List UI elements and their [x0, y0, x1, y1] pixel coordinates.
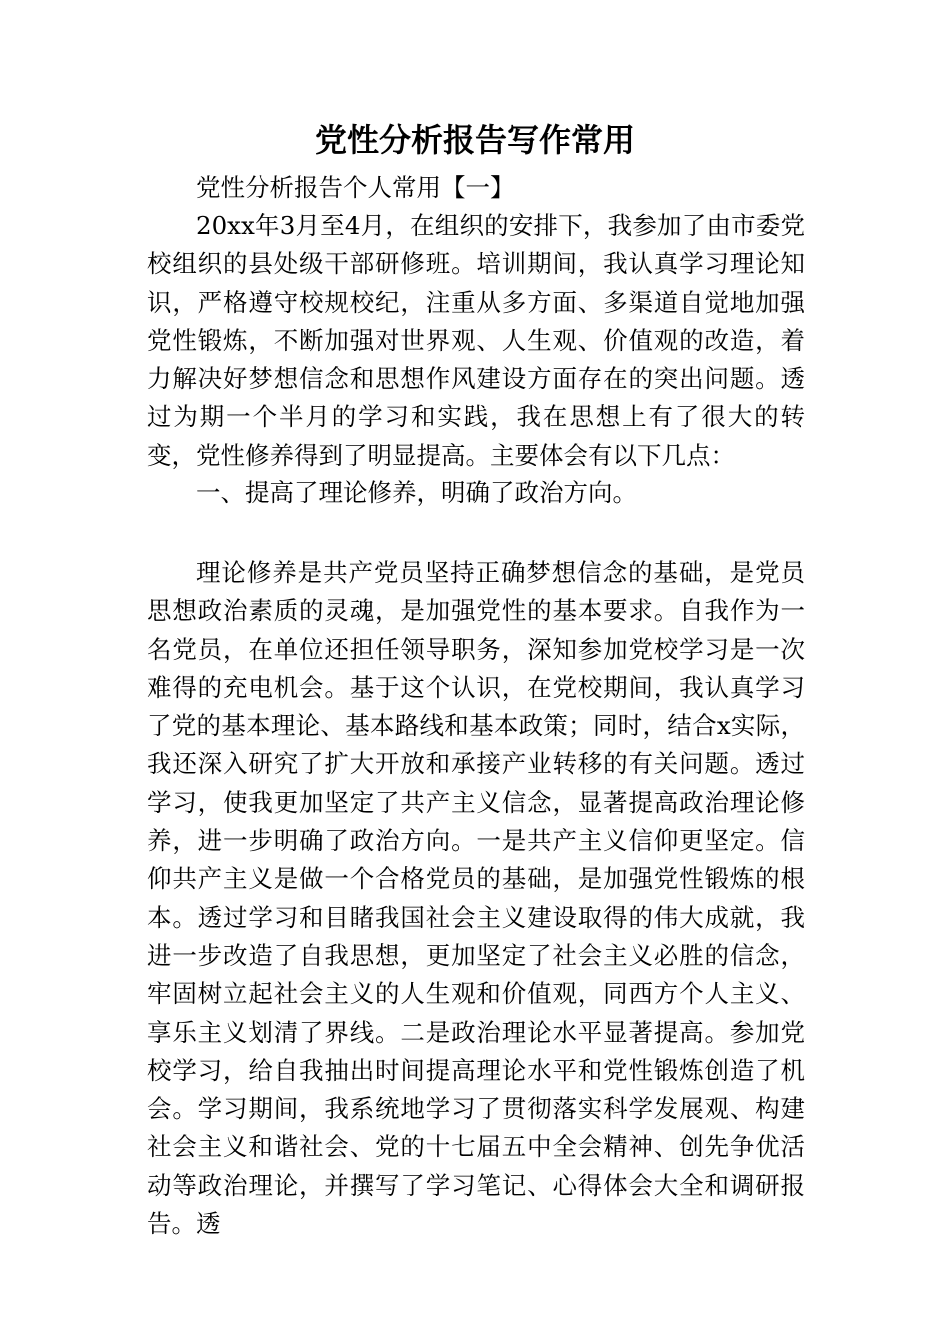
- section-heading-one: 一、提高了理论修养，明确了政治方向。: [196, 478, 637, 507]
- document-subtitle: 党性分析报告个人常用【一】: [196, 173, 515, 202]
- document-title: 党性分析报告写作常用: [314, 121, 635, 159]
- paragraph-theory: 理论修养是共产党员坚持正确梦想信念的基础，是党员思想政治素质的灵魂，是加强党性的基本要求。自我作为一名党员，在单位还担任领导职务，深知参加党校学习是一次难得的充电机会。基于这个认识，在党校期间，我认真学习了党的基本理论、基本路线和基本政策；同时，结合x实际，我还深入研究了扩大开放和承接产业转移的有关问题。透过学习，使我更加坚定了共产主义信念，显著提高政治理论修养，进一步明确了政治方向。一是共产主义信仰更坚定。信仰共产主义是做一个合格党员的基础，是加强党性锻炼的根本。透过学习和目睹我国社会主义建设取得的伟大成就，我进一步改造了自我思想，更加坚定了社会主义必胜的信念，牢固树立起社会主义的人生观和价值观，同西方个人主义、享乐主义划清了界线。二是政治理论水平显著提高。参加党校学习，给自我抽出时间提高理论水平和党性锻炼创造了机会。学习期间，我系统地学习了贯彻落实科学发展观、构建社会主义和谐社会、党的十七届五中全会精神、创先争优活动等政治理论，并撰写了学习笔记、心得体会大全和调研报告。透: [147, 558, 805, 1239]
- paragraph-intro: 20xx年3月至4月，在组织的安排下，我参加了由市委党校组织的县处级干部研修班。培训期间，我认真学习理论知识，严格遵守校规校纪，注重从多方面、多渠道自觉地加强党性锻炼，不断加强对世界观、人生观、价值观的改造，着力解决好梦想信念和思想作风建设方面存在的突出问题。透过为期一个半月的学习和实践，我在思想上有了很大的转变，党性修养得到了明显提高。主要体会有以下几点：: [147, 211, 805, 470]
